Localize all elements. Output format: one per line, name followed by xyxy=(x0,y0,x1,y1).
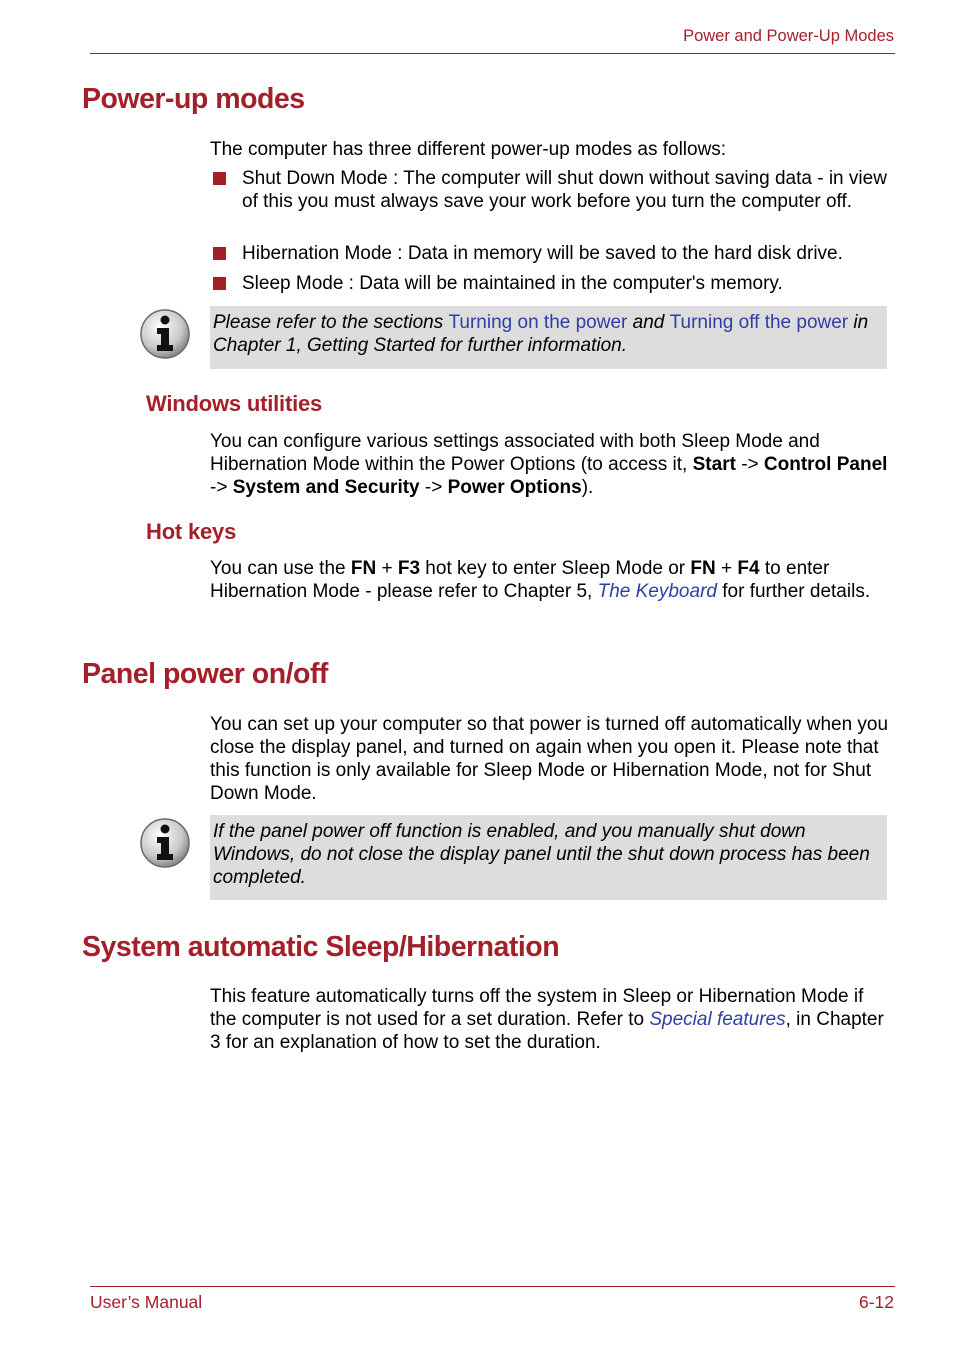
windows-utilities-body: You can configure various settings associated with both Sleep Mode and Hibernation Mode within the Power Options (to access it, Start -> Control Panel -> System and Security -> Power Options). xyxy=(210,431,888,498)
info-icon xyxy=(138,307,192,361)
square-bullet-icon xyxy=(213,172,226,185)
running-header: Power and Power-Up Modes xyxy=(683,27,894,45)
page-number: 6-12 xyxy=(858,1292,894,1312)
heading-hot-keys: Hot keys xyxy=(146,519,237,544)
heading-windows-utilities: Windows utilities xyxy=(146,391,323,416)
heading-panel-power: Panel power on/off xyxy=(82,658,328,690)
footer-manual-title: User’s Manual xyxy=(90,1292,203,1312)
auto-sleep-body: This feature automatically turns off the system in Sleep or Hibernation Mode if the computer is not used for a set duration. Refer to Special features, in Chapter 3 for an explanation of how to set the duration. xyxy=(210,986,884,1053)
link-special-features[interactable]: Special features xyxy=(649,1009,786,1030)
note-box: If the panel power off function is enabled, and you manually shut down Windows, do not close the display panel until the shut down process has been completed. xyxy=(210,815,887,900)
square-bullet-icon xyxy=(213,247,226,260)
heading-power-up-modes: Power-up modes xyxy=(82,83,305,115)
square-bullet-icon xyxy=(213,277,226,290)
note-box: Please refer to the sections Turning on the power and Turning off the power in Chapter 1, Getting Started for further information. xyxy=(210,306,887,369)
power-up-intro: The computer has three different power-up modes as follows: xyxy=(210,139,727,160)
link-turning-off-the-power[interactable]: Turning off the power xyxy=(669,312,849,333)
info-icon xyxy=(138,816,192,870)
hot-keys-body: You can use the FN + F3 hot key to enter Sleep Mode or FN + F4 to enter Hibernation Mode - please refer to Chapter 5, The Keyboard for further details. xyxy=(210,558,871,602)
header-rule xyxy=(90,53,895,54)
link-the-keyboard[interactable]: The Keyboard xyxy=(597,581,717,602)
footer-rule xyxy=(90,1286,895,1287)
panel-power-body: You can set up your computer so that power is turned off automatically when you close the display panel, and turned on again when you open it. Please note that this function is only available for Sleep Mode or Hibernation Mode, not for Shut Down Mode. xyxy=(210,714,889,804)
link-turning-on-the-power[interactable]: Turning on the power xyxy=(448,312,628,333)
heading-auto-sleep: System automatic Sleep/Hibernation xyxy=(82,931,560,963)
